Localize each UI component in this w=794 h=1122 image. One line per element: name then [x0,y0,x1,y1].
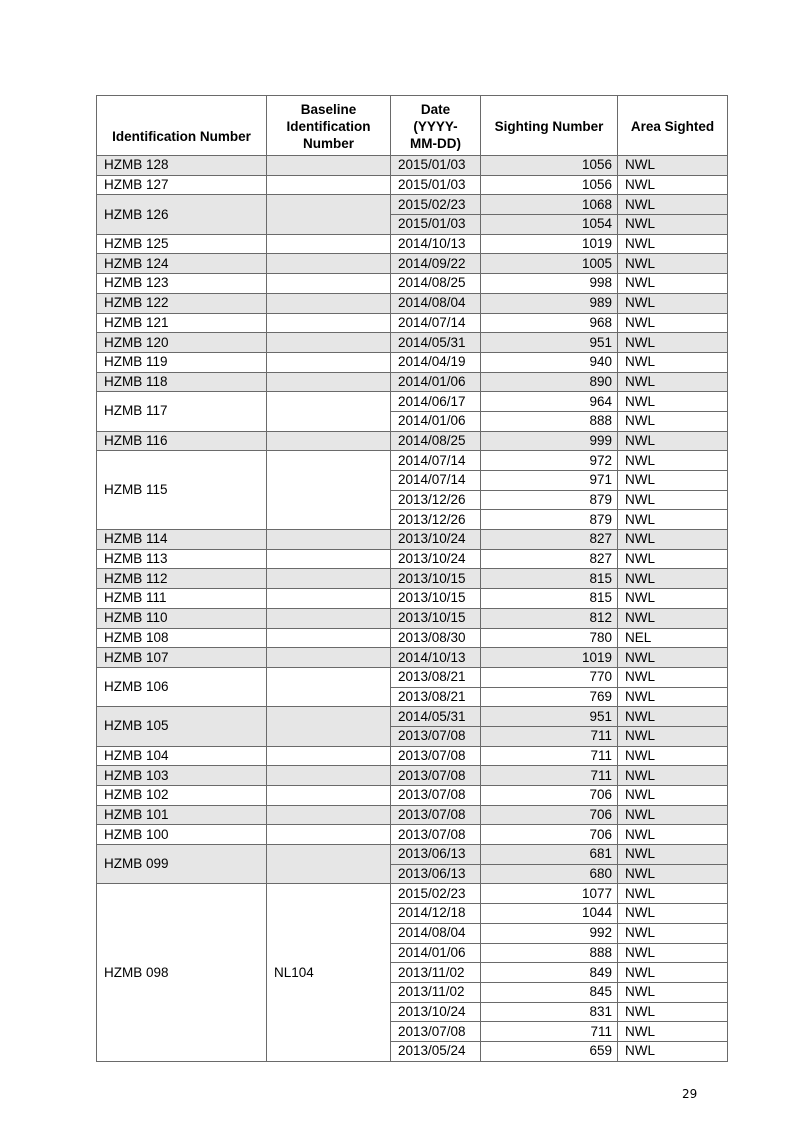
sighting-number-cell: 968 [481,313,618,333]
header-baseline-line1: Baseline [300,102,357,117]
baseline-identification-cell [267,234,391,254]
date-cell: 2015/01/03 [391,215,481,235]
area-sighted-cell: NWL [618,234,728,254]
sighting-number-cell: 951 [481,333,618,353]
area-sighted-cell: NWL [618,530,728,550]
sighting-number-cell: 680 [481,864,618,884]
area-sighted-cell: NWL [618,687,728,707]
date-cell: 2014/08/04 [391,293,481,313]
header-sighting-number [481,96,618,156]
baseline-identification-cell [267,333,391,353]
table-row [97,313,728,333]
identification-number-cell: HZMB 107 [97,648,267,668]
area-sighted-cell: NWL [618,333,728,353]
identification-number-cell: HZMB 101 [97,805,267,825]
table-row [97,766,728,786]
baseline-identification-cell [267,156,391,176]
sighting-number-cell: 1019 [481,234,618,254]
sighting-number-cell: 879 [481,510,618,530]
baseline-identification-cell [267,352,391,372]
date-cell: 2015/01/03 [391,156,481,176]
table-row [97,608,728,628]
date-cell: 2013/07/08 [391,825,481,845]
sighting-number-cell: 888 [481,411,618,431]
sighting-number-cell: 888 [481,943,618,963]
area-sighted-cell: NWL [618,943,728,963]
area-sighted-cell: NWL [618,451,728,471]
header-identification-number [97,96,267,156]
date-cell: 2013/08/30 [391,628,481,648]
area-sighted-cell: NWL [618,1002,728,1022]
baseline-identification-cell [267,451,391,530]
table-row [97,549,728,569]
identification-number-cell: HZMB 127 [97,175,267,195]
table-body [97,156,728,1062]
sighting-number-cell: 1044 [481,904,618,924]
header-area-sighted [618,96,728,156]
date-cell: 2013/10/24 [391,530,481,550]
baseline-identification-cell [267,746,391,766]
sighting-number-cell: 1054 [481,215,618,235]
area-sighted-cell: NWL [618,805,728,825]
table-row [97,746,728,766]
header-baseline-line2: Identification [286,119,371,134]
table-row [97,392,728,412]
table-row [97,372,728,392]
baseline-identification-cell [267,825,391,845]
sighting-number-cell: 711 [481,1022,618,1042]
area-sighted-cell: NWL [618,569,728,589]
table-row [97,825,728,845]
sighting-number-cell: 1068 [481,195,618,215]
sighting-number-cell: 1077 [481,884,618,904]
sighting-number-cell: 815 [481,569,618,589]
identification-number-cell: HZMB 113 [97,549,267,569]
date-cell: 2013/07/08 [391,805,481,825]
area-sighted-cell: NEL [618,628,728,648]
sightings-table [96,95,728,1062]
date-cell: 2014/01/06 [391,943,481,963]
area-sighted-cell: NWL [618,864,728,884]
baseline-identification-cell [267,372,391,392]
area-sighted-cell: NWL [618,766,728,786]
identification-number-cell: HZMB 108 [97,628,267,648]
identification-number-cell: HZMB 106 [97,667,267,706]
table-row [97,195,728,215]
table-row [97,845,728,865]
sighting-number-cell: 815 [481,589,618,609]
sighting-number-cell: 998 [481,274,618,294]
date-cell: 2013/10/15 [391,569,481,589]
baseline-identification-cell [267,608,391,628]
sighting-number-cell: 940 [481,352,618,372]
baseline-identification-cell [267,293,391,313]
identification-number-cell: HZMB 128 [97,156,267,176]
header-date-line2: (YYYY- [413,119,458,134]
identification-number-cell: HZMB 125 [97,234,267,254]
area-sighted-cell: NWL [618,667,728,687]
area-sighted-cell: NWL [618,215,728,235]
date-cell: 2015/02/23 [391,195,481,215]
area-sighted-cell: NWL [618,490,728,510]
baseline-identification-cell [267,707,391,746]
sighting-number-cell: 770 [481,667,618,687]
baseline-identification-cell: NL104 [267,884,391,1061]
date-cell: 2013/07/08 [391,726,481,746]
identification-number-cell: HZMB 118 [97,372,267,392]
date-cell: 2013/10/15 [391,589,481,609]
area-sighted-cell: NWL [618,982,728,1002]
date-cell: 2014/10/13 [391,648,481,668]
area-sighted-cell: NWL [618,195,728,215]
sighting-number-cell: 780 [481,628,618,648]
area-sighted-cell: NWL [618,392,728,412]
date-cell: 2014/08/04 [391,923,481,943]
baseline-identification-cell [267,786,391,806]
sighting-number-cell: 989 [481,293,618,313]
date-cell: 2014/08/25 [391,431,481,451]
area-sighted-cell: NWL [618,313,728,333]
area-sighted-cell: NWL [618,904,728,924]
sighting-number-cell: 706 [481,805,618,825]
sighting-number-cell: 999 [481,431,618,451]
table-row [97,333,728,353]
date-cell: 2013/11/02 [391,982,481,1002]
sighting-number-cell: 972 [481,451,618,471]
identification-number-cell: HZMB 121 [97,313,267,333]
table-row [97,254,728,274]
identification-number-cell: HZMB 105 [97,707,267,746]
date-cell: 2015/02/23 [391,884,481,904]
table-row [97,274,728,294]
area-sighted-cell: NWL [618,471,728,491]
baseline-identification-cell [267,313,391,333]
date-cell: 2014/09/22 [391,254,481,274]
sighting-number-cell: 769 [481,687,618,707]
baseline-identification-cell [267,805,391,825]
table-row [97,234,728,254]
table-row [97,431,728,451]
date-cell: 2014/07/14 [391,451,481,471]
sighting-number-cell: 827 [481,530,618,550]
table-row [97,786,728,806]
sighting-number-cell: 681 [481,845,618,865]
sighting-number-cell: 951 [481,707,618,727]
baseline-identification-cell [267,392,391,431]
sighting-number-cell: 845 [481,982,618,1002]
area-sighted-cell: NWL [618,549,728,569]
sighting-number-cell: 992 [481,923,618,943]
sighting-number-cell: 827 [481,549,618,569]
sighting-number-cell: 1005 [481,254,618,274]
baseline-identification-cell [267,845,391,884]
header-area-sighted-label: Area Sighted [630,119,715,134]
date-cell: 2013/12/26 [391,490,481,510]
date-cell: 2014/12/18 [391,904,481,924]
date-cell: 2014/10/13 [391,234,481,254]
header-date [391,96,481,156]
area-sighted-cell: NWL [618,372,728,392]
sighting-number-cell: 849 [481,963,618,983]
identification-number-cell: HZMB 122 [97,293,267,313]
sighting-number-cell: 964 [481,392,618,412]
baseline-identification-cell [267,648,391,668]
identification-number-cell: HZMB 115 [97,451,267,530]
baseline-identification-cell [267,628,391,648]
sighting-number-cell: 659 [481,1041,618,1061]
baseline-identification-cell [267,195,391,234]
table-row [97,175,728,195]
baseline-identification-cell [267,569,391,589]
identification-number-cell: HZMB 100 [97,825,267,845]
area-sighted-cell: NWL [618,648,728,668]
baseline-identification-cell [267,431,391,451]
baseline-identification-cell [267,589,391,609]
identification-number-cell: HZMB 099 [97,845,267,884]
sighting-number-cell: 711 [481,746,618,766]
area-sighted-cell: NWL [618,175,728,195]
date-cell: 2013/07/08 [391,1022,481,1042]
date-cell: 2014/01/06 [391,411,481,431]
sighting-number-cell: 971 [481,471,618,491]
sighting-number-cell: 711 [481,766,618,786]
table-row [97,707,728,727]
date-cell: 2013/05/24 [391,1041,481,1061]
sighting-number-cell: 812 [481,608,618,628]
baseline-identification-cell [267,530,391,550]
table-row [97,667,728,687]
date-cell: 2013/10/24 [391,1002,481,1022]
date-cell: 2014/06/17 [391,392,481,412]
identification-number-cell: HZMB 110 [97,608,267,628]
area-sighted-cell: NWL [618,963,728,983]
identification-number-cell: HZMB 126 [97,195,267,234]
sighting-number-cell: 1019 [481,648,618,668]
identification-number-cell: HZMB 120 [97,333,267,353]
date-cell: 2013/08/21 [391,687,481,707]
baseline-identification-cell [267,766,391,786]
identification-number-cell: HZMB 103 [97,766,267,786]
date-cell: 2013/06/13 [391,864,481,884]
area-sighted-cell: NWL [618,845,728,865]
area-sighted-cell: NWL [618,608,728,628]
date-cell: 2014/04/19 [391,352,481,372]
table-row [97,589,728,609]
table-row [97,451,728,471]
table-row [97,156,728,176]
header-date-line3: MM-DD) [410,136,461,151]
page-number: 29 [682,1087,698,1101]
baseline-identification-cell [267,667,391,706]
area-sighted-cell: NWL [618,825,728,845]
date-cell: 2014/05/31 [391,333,481,353]
date-cell: 2013/10/15 [391,608,481,628]
sighting-number-cell: 831 [481,1002,618,1022]
identification-number-cell: HZMB 124 [97,254,267,274]
sighting-number-cell: 890 [481,372,618,392]
table-row [97,293,728,313]
area-sighted-cell: NWL [618,884,728,904]
area-sighted-cell: NWL [618,431,728,451]
baseline-identification-cell [267,274,391,294]
header-row [97,96,728,156]
sighting-number-cell: 1056 [481,175,618,195]
date-cell: 2013/07/08 [391,786,481,806]
area-sighted-cell: NWL [618,510,728,530]
date-cell: 2013/06/13 [391,845,481,865]
table-row [97,569,728,589]
header-baseline-line3: Number [302,136,354,151]
identification-number-cell: HZMB 104 [97,746,267,766]
identification-number-cell: HZMB 123 [97,274,267,294]
area-sighted-cell: NWL [618,293,728,313]
date-cell: 2013/08/21 [391,667,481,687]
identification-number-cell: HZMB 112 [97,569,267,589]
date-cell: 2013/12/26 [391,510,481,530]
date-cell: 2013/10/24 [391,549,481,569]
area-sighted-cell: NWL [618,411,728,431]
date-cell: 2014/07/14 [391,313,481,333]
area-sighted-cell: NWL [618,1041,728,1061]
table-row [97,648,728,668]
date-cell: 2013/07/08 [391,766,481,786]
table-row [97,352,728,372]
date-cell: 2014/01/06 [391,372,481,392]
identification-number-cell: HZMB 119 [97,352,267,372]
area-sighted-cell: NWL [618,1022,728,1042]
area-sighted-cell: NWL [618,923,728,943]
date-cell: 2013/07/08 [391,746,481,766]
date-cell: 2014/05/31 [391,707,481,727]
table-row [97,884,728,904]
baseline-identification-cell [267,254,391,274]
sighting-number-cell: 706 [481,825,618,845]
area-sighted-cell: NWL [618,274,728,294]
sighting-number-cell: 711 [481,726,618,746]
area-sighted-cell: NWL [618,707,728,727]
header-date-line1: Date [420,102,451,117]
identification-number-cell: HZMB 116 [97,431,267,451]
header-sighting-number-label: Sighting Number [494,119,604,134]
area-sighted-cell: NWL [618,156,728,176]
area-sighted-cell: NWL [618,786,728,806]
identification-number-cell: HZMB 111 [97,589,267,609]
identification-number-cell: HZMB 098 [97,884,267,1061]
table-row [97,530,728,550]
baseline-identification-cell [267,175,391,195]
area-sighted-cell: NWL [618,352,728,372]
sighting-number-cell: 1056 [481,156,618,176]
identification-number-cell: HZMB 114 [97,530,267,550]
baseline-identification-cell [267,549,391,569]
sighting-number-cell: 706 [481,786,618,806]
header-identification-number-label: Identification Number [112,129,251,144]
date-cell: 2014/07/14 [391,471,481,491]
table-row [97,805,728,825]
area-sighted-cell: NWL [618,254,728,274]
area-sighted-cell: NWL [618,589,728,609]
date-cell: 2014/08/25 [391,274,481,294]
table-row [97,628,728,648]
sighting-number-cell: 879 [481,490,618,510]
area-sighted-cell: NWL [618,726,728,746]
header-baseline-identification-number [267,96,391,156]
area-sighted-cell: NWL [618,746,728,766]
date-cell: 2015/01/03 [391,175,481,195]
identification-number-cell: HZMB 102 [97,786,267,806]
date-cell: 2013/11/02 [391,963,481,983]
identification-number-cell: HZMB 117 [97,392,267,431]
